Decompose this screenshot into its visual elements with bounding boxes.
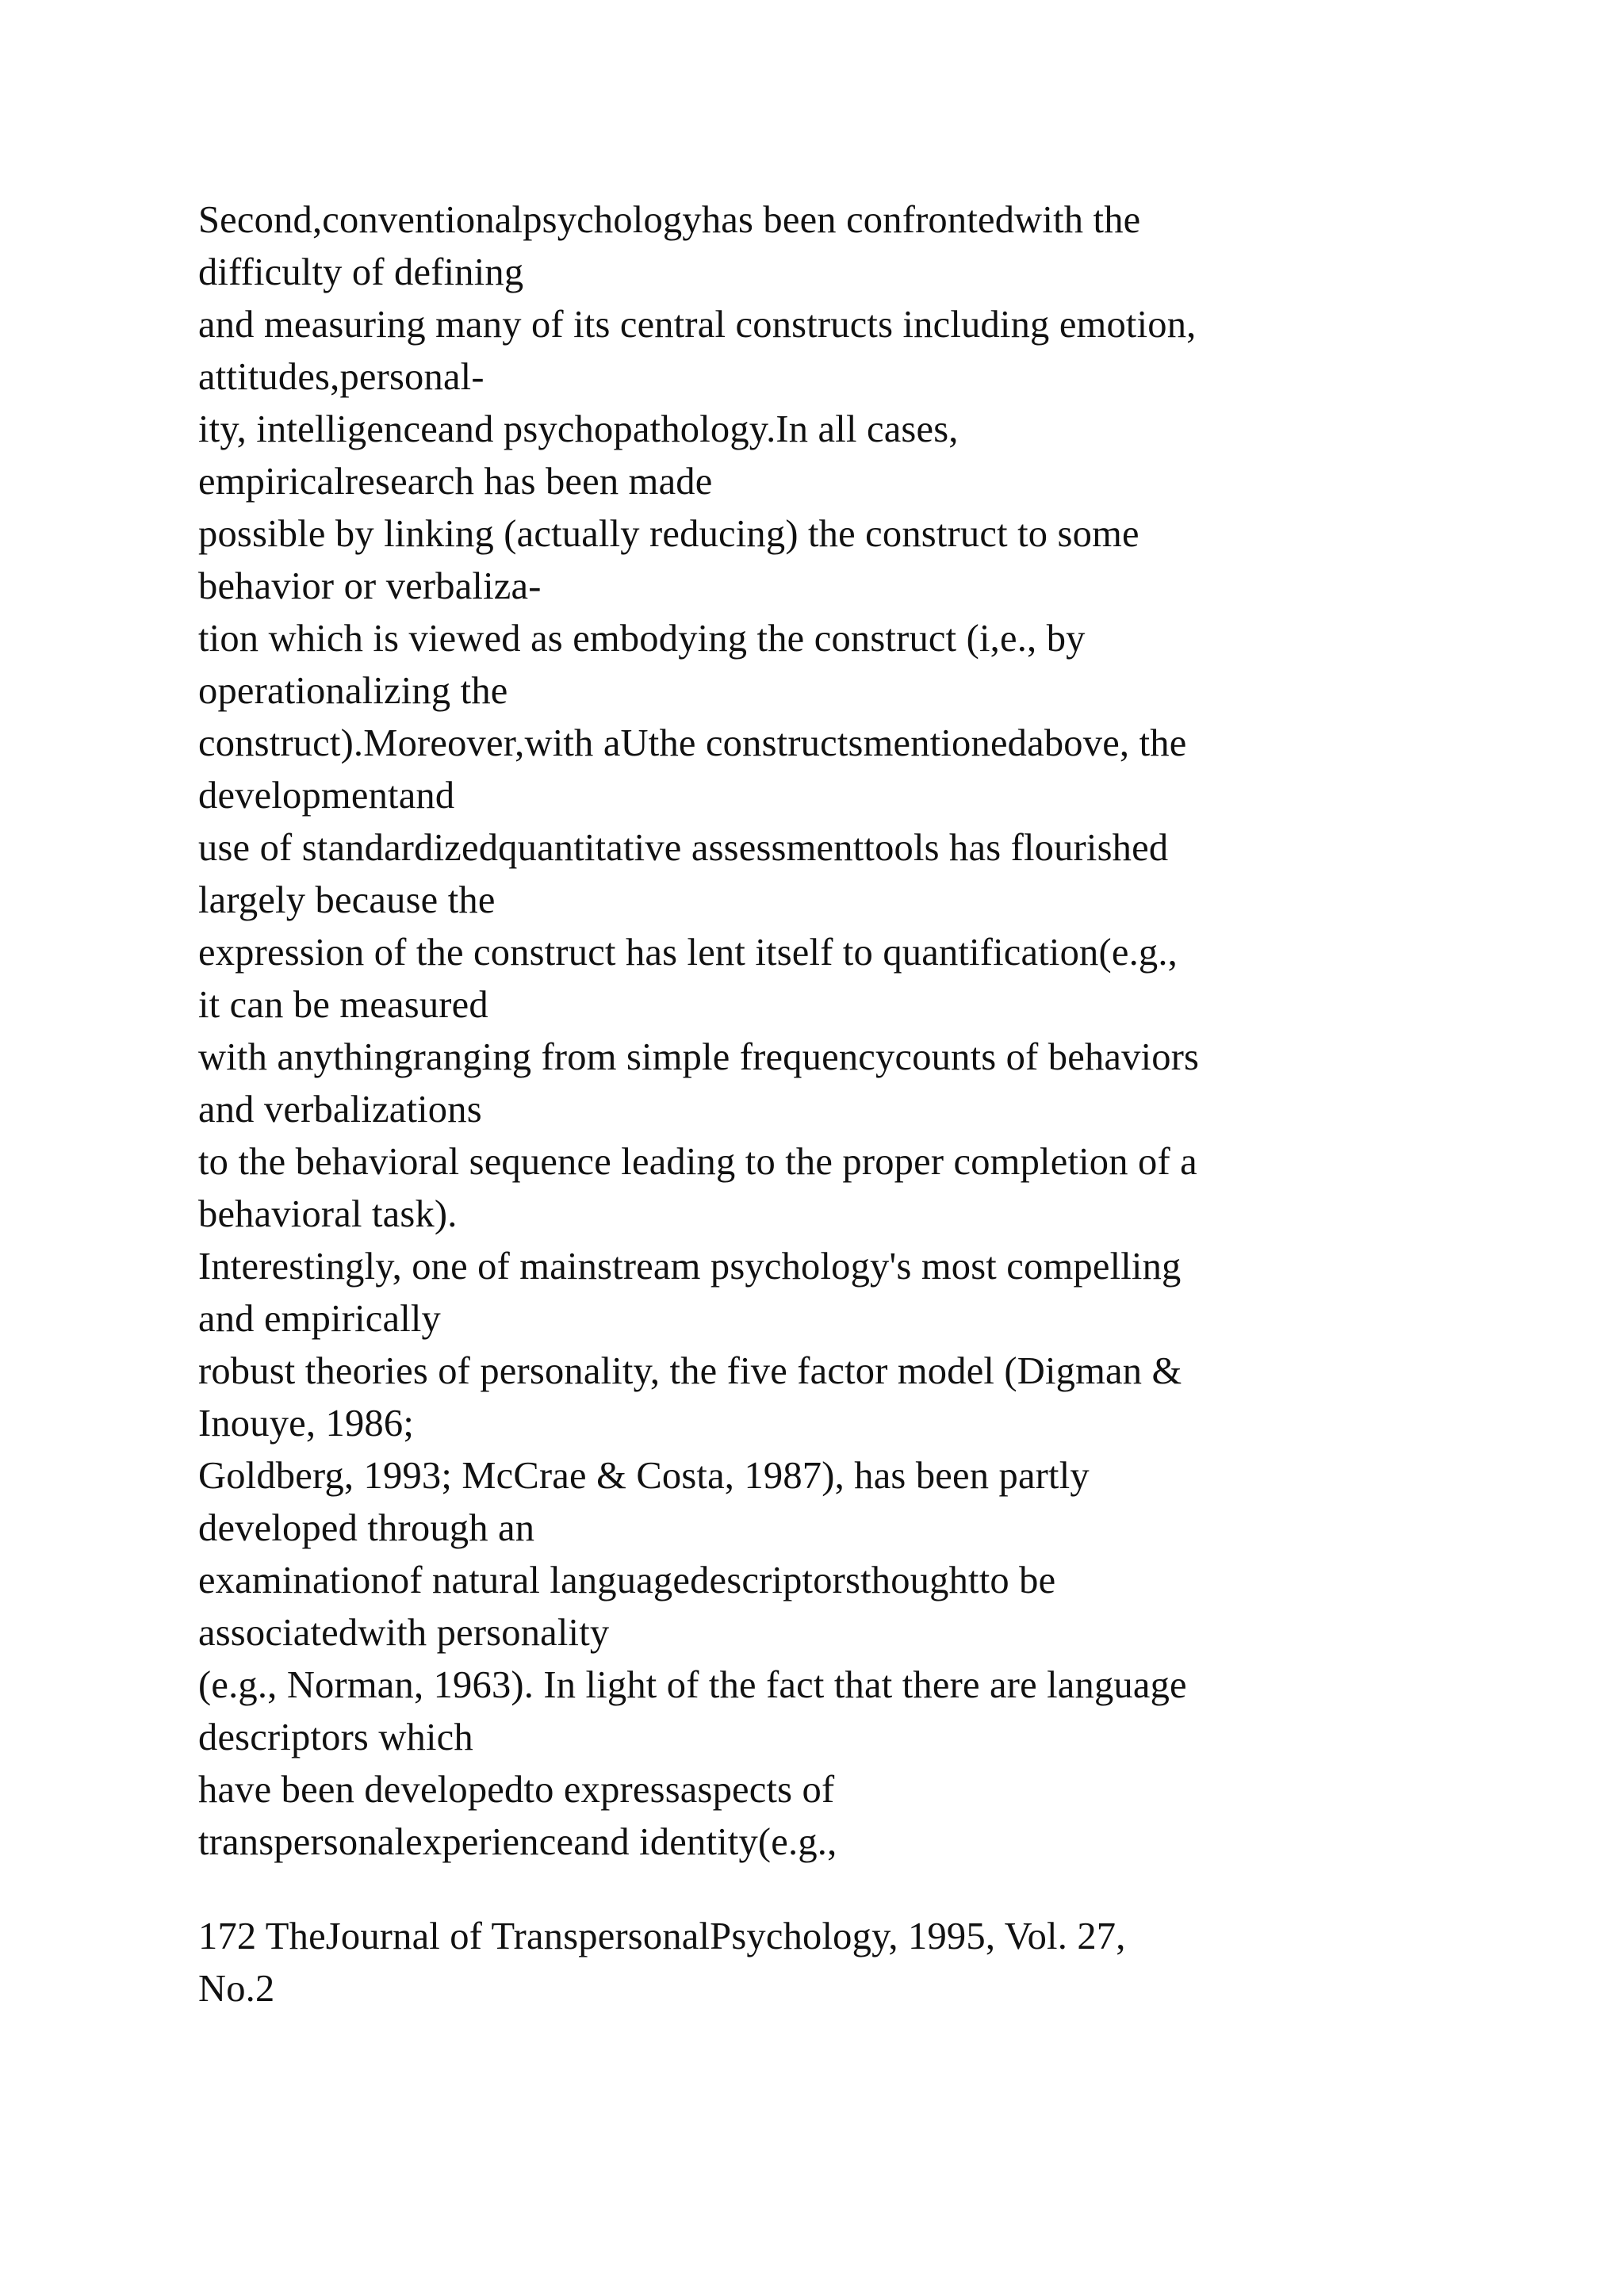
text-line: (e.g., Norman, 1963). In light of the fact that there are language bbox=[198, 1664, 1187, 1706]
text-line: possible by linking (actually reducing) the construct to some bbox=[198, 513, 1139, 555]
text-line: have been developedto expressaspects of bbox=[198, 1769, 835, 1811]
footer-line: No.2 bbox=[198, 1968, 275, 2010]
text-line: largely because the bbox=[198, 879, 496, 921]
text-line: construct).Moreover,with aUthe constructsmentionedabove, the bbox=[198, 722, 1187, 764]
body-text bbox=[198, 194, 1483, 1869]
text-line: descriptors which bbox=[198, 1716, 473, 1758]
text-line: to the behavioral sequence leading to the proper completion of a bbox=[198, 1141, 1197, 1183]
text-line: Inouye, 1986; bbox=[198, 1402, 415, 1445]
text-line: developed through an bbox=[198, 1507, 535, 1549]
text-line: it can be measured bbox=[198, 984, 488, 1026]
text-line: developmentand bbox=[198, 775, 455, 817]
text-line: attitudes,personal- bbox=[198, 356, 485, 398]
text-line: and empirically bbox=[198, 1298, 442, 1340]
text-line: Second,conventionalpsychologyhas been confrontedwith the bbox=[198, 199, 1141, 241]
text-line: behavior or verbaliza- bbox=[198, 565, 542, 607]
text-line: with anythingranging from simple frequencycounts of behaviors bbox=[198, 1036, 1200, 1078]
text-line: Interestingly, one of mainstream psychology's most compelling bbox=[198, 1246, 1182, 1288]
text-line: tion which is viewed as embodying the construct (i,e., by bbox=[198, 618, 1086, 660]
text-line: and measuring many of its central constructs including emotion, bbox=[198, 304, 1197, 346]
footer-line: 172 TheJournal of TranspersonalPsychology, 1995, Vol. 27, bbox=[198, 1915, 1126, 1957]
text-line: examinationof natural languagedescriptorsthoughtto be bbox=[198, 1559, 1056, 1601]
text-line: expression of the construct has lent itself to quantification(e.g., bbox=[198, 932, 1178, 974]
text-line: and verbalizations bbox=[198, 1089, 482, 1131]
text-line: behavioral task). bbox=[198, 1193, 458, 1235]
text-line: associatedwith personality bbox=[198, 1612, 610, 1654]
text-line: ity, intelligenceand psychopathology.In all cases, bbox=[198, 408, 959, 450]
text-line: difficulty of defining bbox=[198, 251, 524, 293]
text-line: use of standardizedquantitative assessmenttools has flourished bbox=[198, 827, 1169, 869]
text-line: operationalizing the bbox=[198, 670, 508, 712]
text-line: transpersonalexperienceand identity(e.g., bbox=[198, 1821, 837, 1863]
text-line: empiricalresearch has been made bbox=[198, 461, 713, 503]
text-line: robust theories of personality, the five factor model (Digman & bbox=[198, 1350, 1182, 1392]
page-footer bbox=[198, 1911, 1483, 2015]
text-line: Goldberg, 1993; McCrae & Costa, 1987), has been partly bbox=[198, 1455, 1090, 1497]
